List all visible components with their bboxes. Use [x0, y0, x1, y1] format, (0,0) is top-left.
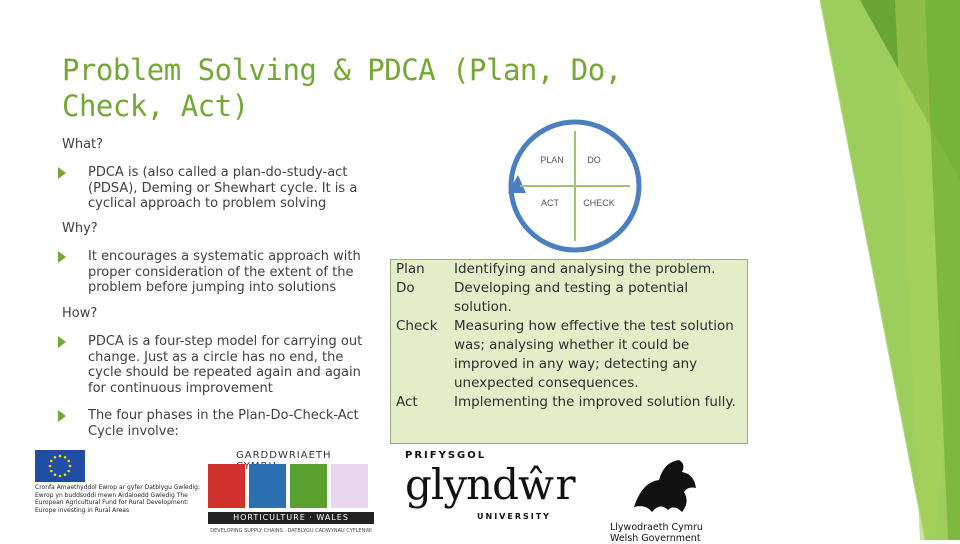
- why-bullet-text: It encourages a systematic approach with proper consideration of the extent of the problem before jumping into solutions: [88, 249, 361, 295]
- cycle-check-label: CHECK: [583, 198, 615, 208]
- slide-title: Problem Solving & PDCA (Plan, Do, Check, Act): [62, 53, 622, 123]
- phase-row: [391, 393, 747, 412]
- hort-tile-red: [208, 464, 245, 508]
- bullet-arrow-icon: [58, 336, 66, 348]
- eu-logo-text: Cronfa Amaethyddol Ewrop ar gyfer Datblygu Gwledig: Ewrop yn buddsoddi mewn Ardaloedd Gwledig The European Agricultural Fund for Rural Development: Europe investing in Rural Areas: [35, 484, 201, 514]
- pdca-phases-table: [390, 259, 748, 444]
- phase-name: Do: [396, 280, 415, 296]
- phase-name: Plan: [396, 261, 425, 277]
- why-label: Why?: [62, 221, 98, 236]
- how-bullet-1-text: PDCA is a four-step model for carrying out change. Just as a circle has no end, the cycle should be repeated again and again for continuous improvement: [88, 334, 363, 396]
- bullet-arrow-icon: [58, 251, 66, 263]
- glyndwr-main: glyndŵr: [405, 460, 575, 509]
- phase-description: Implementing the improved solution fully.: [454, 394, 736, 410]
- horticulture-wales-logo: [208, 450, 376, 540]
- phase-row: [391, 260, 747, 279]
- glyndwr-bottom: UNIVERSITY: [477, 512, 551, 521]
- hort-tile-flower: [331, 464, 368, 508]
- hort-title: GARDDWRIAETH: [236, 450, 332, 461]
- what-bullet-text: PDCA is (also called a plan-do-study-act (PDSA), Deming or Shewhart cycle. It is a cyclical approach to problem solving: [88, 165, 358, 211]
- why-bullet: [88, 249, 378, 296]
- eu-rural-development-logo: [33, 450, 213, 540]
- cycle-act-label: ACT: [541, 198, 559, 208]
- how-label: How?: [62, 306, 98, 321]
- bullet-arrow-icon: [58, 410, 66, 422]
- welsh-government-text: [610, 522, 703, 544]
- welsh-dragon-icon: [624, 452, 704, 520]
- welsh-government-logo: [610, 450, 725, 544]
- what-bullet: [88, 165, 388, 212]
- wg-welsh-name: Llywodraeth Cymru: [610, 522, 703, 533]
- phase-name: Act: [396, 394, 418, 410]
- how-bullet-1: [88, 334, 368, 396]
- phase-row: [391, 279, 747, 317]
- how-bullet-2-text: The four phases in the Plan-Do-Check-Act Cycle involve:: [88, 408, 359, 439]
- cycle-do-label: DO: [587, 155, 601, 165]
- hort-tile-blue: [249, 464, 286, 508]
- phase-row: [391, 317, 747, 393]
- how-bullet-2: [88, 408, 378, 439]
- phase-description: Developing and testing a potential solution.: [454, 280, 689, 315]
- eu-flag-icon: [35, 450, 85, 482]
- phase-name: Check: [396, 318, 438, 334]
- decorative-green-facets: [720, 0, 960, 540]
- hort-sub: DEVELOPING SUPPLY CHAINS · DATBLYGU CADWYNAU CYFLENWI: [210, 528, 372, 534]
- hort-tile-green: [290, 464, 327, 508]
- phase-description: Identifying and analysing the problem.: [454, 261, 716, 277]
- what-label: What?: [62, 137, 104, 152]
- glyndwr-university-logo: [405, 450, 580, 540]
- pdca-cycle-diagram: [506, 117, 644, 255]
- hort-band: HORTICULTURE · WALES: [208, 512, 374, 524]
- cycle-plan-label: PLAN: [540, 155, 564, 165]
- phase-description: Measuring how effective the test solution was; analysing whether it could be improved in any way; detecting any unexpected consequences.: [454, 318, 734, 391]
- bullet-arrow-icon: [58, 167, 66, 179]
- glyndwr-top: PRIFYSGOL: [405, 450, 487, 461]
- hort-tiles: [208, 464, 368, 508]
- wg-english-name: Welsh Government: [610, 533, 701, 544]
